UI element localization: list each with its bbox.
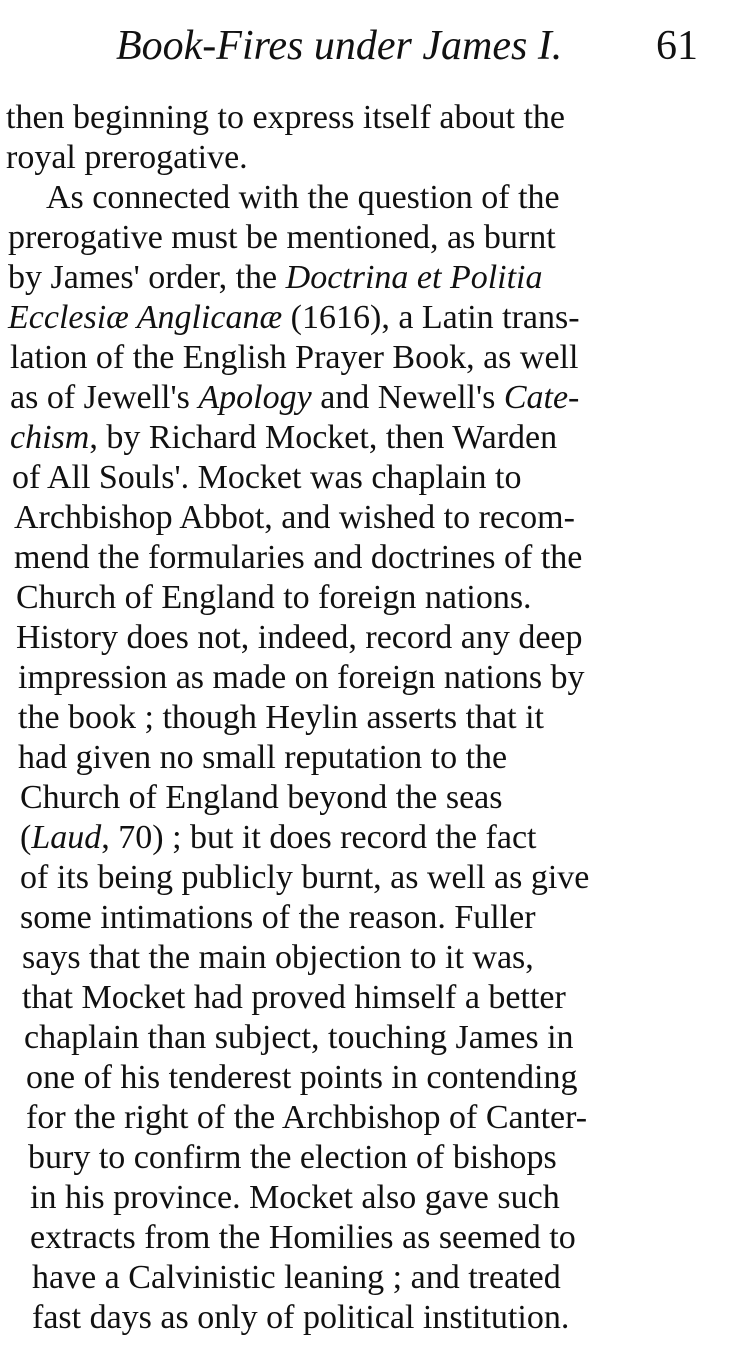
italic-title: chism [10, 419, 90, 456]
italic-title: Doctrina et Politia [285, 259, 543, 296]
text-line: in his province. Mocket also gave such [30, 1179, 560, 1216]
text-line: Ecclesiæ Anglicanæ (1616), a Latin trans- [8, 299, 580, 336]
text-line: bury to confirm the election of bishops [28, 1139, 557, 1176]
page-header [0, 14, 753, 84]
text-line: one of his tenderest points in contending [26, 1059, 578, 1096]
text-line: Church of England to foreign nations. [16, 579, 532, 616]
italic-title: Laud [31, 819, 102, 856]
text-line: Archbishop Abbot, and wished to recom- [14, 499, 575, 536]
italic-title: Cate- [503, 379, 580, 416]
text-line: lation of the English Prayer Book, as well [10, 339, 579, 376]
text-line: prerogative must be mentioned, as burnt [8, 219, 556, 256]
text-line: as of Jewell's Apology and Newell's Cate- [10, 379, 580, 416]
text-line: chism, by Richard Mocket, then Warden [10, 419, 558, 456]
text-line: impression as made on foreign nations by [18, 659, 585, 696]
text-line: then beginning to express itself about the [6, 99, 565, 136]
running-title: Book-Fires under James I. [116, 23, 563, 69]
text-line: have a Calvinistic leaning ; and treated [32, 1259, 561, 1296]
text-line: royal prerogative. [6, 139, 248, 176]
text-line: As connected with the question of the [46, 179, 560, 216]
text-line: that Mocket had proved himself a better [22, 979, 566, 1016]
text-line: History does not, indeed, record any deep [16, 619, 583, 656]
text-line: Church of England beyond the seas [20, 779, 503, 816]
text-line: some intimations of the reason. Fuller [20, 899, 536, 936]
text-line: says that the main objection to it was, [22, 939, 534, 976]
text-line: by James' order, the Doctrina et Politia [8, 259, 543, 296]
text-line: (Laud, 70) ; but it does record the fact [20, 819, 537, 856]
text-line: of its being publicly burnt, as well as give [20, 859, 590, 896]
text-line: mend the formularies and doctrines of the [14, 539, 583, 576]
italic-title: Ecclesiæ Anglicanæ [8, 299, 283, 336]
page-number: 61 [656, 23, 698, 69]
italic-title: Apology [198, 379, 312, 416]
text-line: of All Souls'. Mocket was chaplain to [12, 459, 522, 496]
text-line: had given no small reputation to the [18, 739, 508, 776]
text-line: for the right of the Archbishop of Canter- [26, 1099, 588, 1136]
text-line: the book ; though Heylin asserts that it [18, 699, 544, 736]
text-line: fast days as only of political institution. [32, 1299, 570, 1336]
text-line: chaplain than subject, touching James in [24, 1019, 574, 1056]
text-line: extracts from the Homilies as seemed to [30, 1219, 576, 1256]
